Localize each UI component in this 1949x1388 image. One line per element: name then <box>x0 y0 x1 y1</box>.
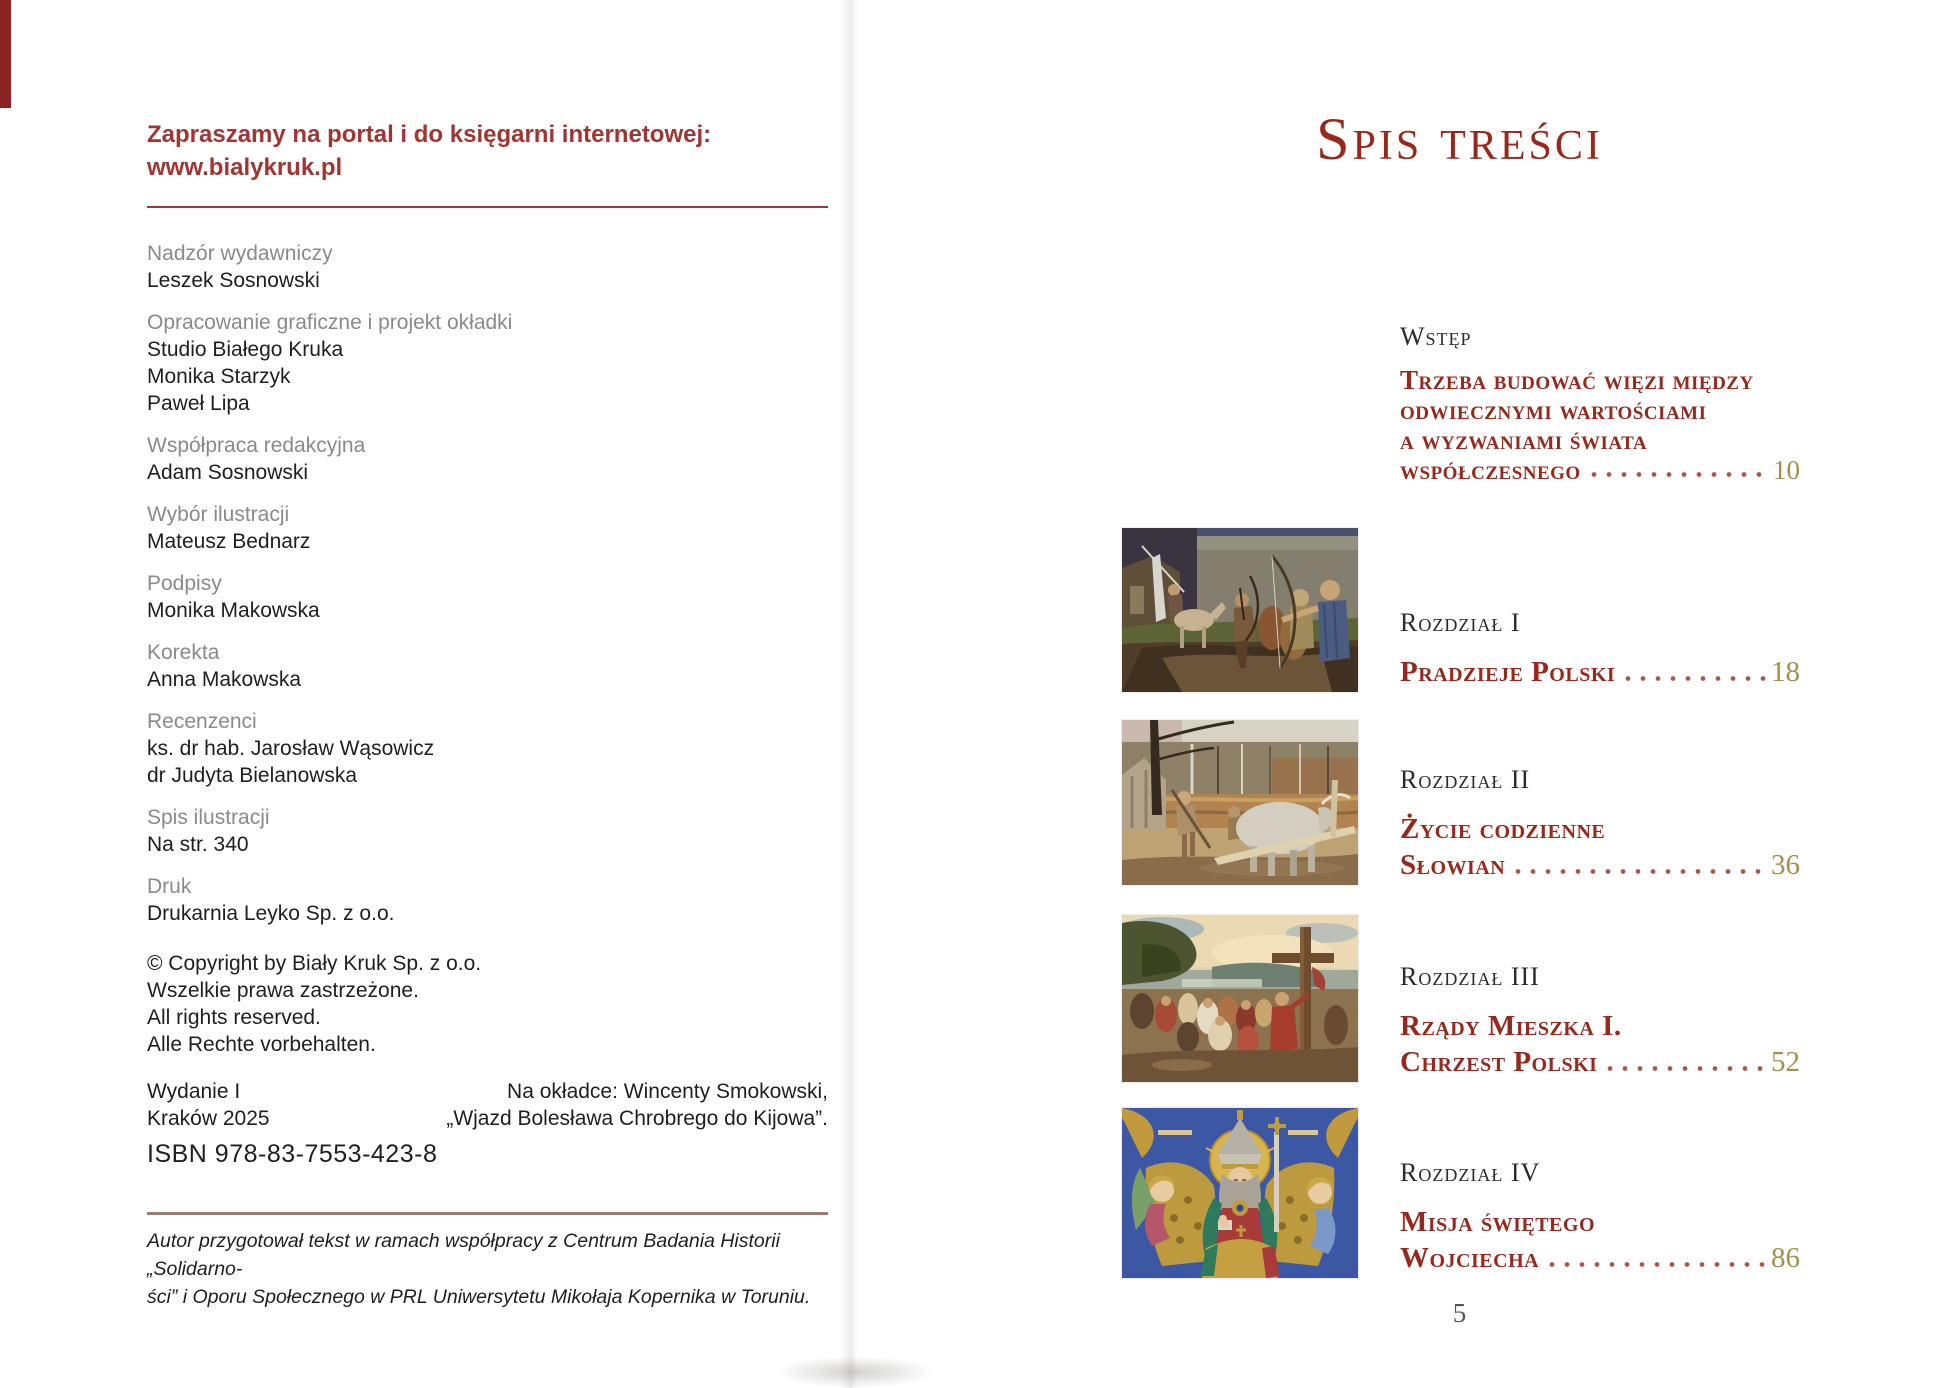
chapter-3-text <box>1400 962 1800 1080</box>
copyright-block <box>147 950 828 1058</box>
credit-name: Anna Makowska <box>147 668 302 691</box>
edition-number: Wydanie I <box>147 1080 241 1103</box>
dot-leader <box>1625 676 1767 681</box>
author-footnote-line1: Autor przygotował tekst w ramach współpracy z Centrum Badania Historii „Solidarno- <box>147 1230 780 1280</box>
dot-leader <box>1591 472 1769 477</box>
credit-label: Recenzenci <box>147 710 257 733</box>
toc-entry-chapter-2 <box>1119 720 1800 885</box>
credit-label: Wybór ilustracji <box>147 503 290 526</box>
chapter-page-number: 36 <box>1771 849 1800 881</box>
chapter-label: Rozdział I <box>1400 608 1521 637</box>
archers-diorama-image <box>1122 528 1358 692</box>
credit-label: Podpisy <box>147 572 222 595</box>
red-divider-line <box>147 206 828 208</box>
chapter-label: Rozdział IV <box>1400 1158 1541 1187</box>
credit-group-illustration-index <box>147 804 828 858</box>
dot-leader <box>1607 1066 1767 1071</box>
chapter-page-number: 18 <box>1771 656 1800 688</box>
copyright-line: © Copyright by Biały Kruk Sp. z o.o. <box>147 952 482 975</box>
credit-name: Adam Sosnowski <box>147 461 309 484</box>
copyright-line: Wszelkie prawa zastrzeżone. <box>147 979 419 1002</box>
credit-label: Druk <box>147 875 192 898</box>
chapter-title: Chrzest Polski <box>1400 1046 1598 1078</box>
copyright-line: All rights reserved. <box>147 1006 321 1029</box>
chapter-2-text <box>1400 765 1800 883</box>
dot-leader <box>1549 1262 1767 1267</box>
chapter-title: Pradzieje Polski <box>1400 656 1616 688</box>
author-footnote-line2: ści” i Oporu Społecznego w PRL Uniwersytetu Mikołaja Kopernika w Toruniu. <box>147 1286 811 1308</box>
chapter-title: Rządy Mieszka I. <box>1400 1010 1622 1042</box>
page-gutter <box>840 0 858 1388</box>
credit-group-print <box>147 873 828 927</box>
author-footnote <box>147 1227 828 1311</box>
credit-name: Na str. 340 <box>147 833 249 856</box>
intro-title-line: a wyzwaniami świata <box>1400 425 1648 455</box>
credit-group-reviewers <box>147 708 828 789</box>
portal-url: www.bialykruk.pl <box>147 154 343 181</box>
saint-adalbert-illumination-image <box>1122 1108 1358 1278</box>
christianization-cross-image <box>1122 915 1358 1082</box>
page-right-toc <box>1119 0 1800 1388</box>
toc-entry-intro <box>1400 322 1800 486</box>
cover-note-line1: Na okładce: Wincenty Smokowski, <box>507 1080 828 1103</box>
page-left-colophon <box>147 0 828 1388</box>
credit-name: dr Judyta Bielanowska <box>147 764 358 787</box>
portal-invitation-line1: Zapraszamy na portal i do księgarni internetowej: <box>147 121 712 148</box>
toc-entry-chapter-4 <box>1119 1108 1800 1278</box>
credits-list <box>147 240 828 942</box>
chapter-page-number: 52 <box>1771 1046 1800 1078</box>
cover-note <box>446 1078 828 1132</box>
cover-note-line2: „Wjazd Bolesława Chrobrego do Kijowa”. <box>446 1107 828 1130</box>
intro-page-number: 10 <box>1773 455 1800 485</box>
credit-label: Opracowanie graficzne i projekt okładki <box>147 311 513 334</box>
toc-entry-chapter-1 <box>1119 528 1800 692</box>
chapter-page-number: 86 <box>1771 1242 1800 1274</box>
credit-label: Nadzór wydawniczy <box>147 242 333 265</box>
red-cover-edge <box>0 0 11 108</box>
credit-name: ks. dr hab. Jarosław Wąsowicz <box>147 737 435 760</box>
credit-name: Paweł Lipa <box>147 392 250 415</box>
intro-title-line: współczesnego <box>1400 455 1581 485</box>
toc-page-title: Spis treści <box>1316 106 1603 172</box>
plowing-oxen-image <box>1122 720 1358 885</box>
credit-group-captions <box>147 570 828 624</box>
credit-group-graphic-design <box>147 309 828 417</box>
chapter-title: Życie codzienne <box>1400 813 1606 845</box>
intro-label: Wstęp <box>1400 322 1472 351</box>
chapter-label: Rozdział III <box>1400 962 1540 991</box>
intro-title-line: odwiecznymi wartościami <box>1400 395 1707 425</box>
edition-info <box>147 1078 270 1132</box>
isbn: ISBN 978-83-7553-423-8 <box>147 1140 438 1168</box>
credit-label: Korekta <box>147 641 220 664</box>
credit-name: Monika Starzyk <box>147 365 291 388</box>
copyright-line: Alle Rechte vorbehalten. <box>147 1033 376 1056</box>
chapter-title: Wojciecha <box>1400 1242 1540 1274</box>
dot-leader <box>1515 869 1767 874</box>
credit-group-proofreading <box>147 639 828 693</box>
toc-entry-chapter-3 <box>1119 915 1800 1082</box>
edition-city-year: Kraków 2025 <box>147 1107 270 1130</box>
credit-label: Spis ilustracji <box>147 806 270 829</box>
chapter-4-text <box>1400 1158 1800 1276</box>
chapter-title: Misja świętego <box>1400 1206 1596 1238</box>
gutter-shadow <box>775 1356 935 1388</box>
credit-group-publishing-supervision <box>147 240 828 294</box>
chapter-4-thumbnail <box>1122 1108 1358 1278</box>
credit-name: Mateusz Bednarz <box>147 530 311 553</box>
page-number-folio: 5 <box>1452 1298 1467 1328</box>
chapter-1-text <box>1400 608 1800 690</box>
credit-name: Leszek Sosnowski <box>147 269 320 292</box>
credit-name: Studio Białego Kruka <box>147 338 344 361</box>
edition-and-cover-note <box>147 1078 828 1132</box>
chapter-title: Słowian <box>1400 849 1506 881</box>
brown-divider-line <box>147 1212 828 1215</box>
chapter-2-thumbnail <box>1122 720 1358 885</box>
credit-label: Współpraca redakcyjna <box>147 434 366 457</box>
intro-title-line: Trzeba budować więzi między <box>1400 365 1754 395</box>
chapter-label: Rozdział II <box>1400 765 1531 794</box>
chapter-1-thumbnail <box>1122 528 1358 692</box>
portal-invitation <box>147 118 828 184</box>
credit-name: Monika Makowska <box>147 599 320 622</box>
credit-group-illustrations <box>147 501 828 555</box>
credit-name: Drukarnia Leyko Sp. z o.o. <box>147 902 395 925</box>
credit-group-editorial <box>147 432 828 486</box>
chapter-3-thumbnail <box>1122 915 1358 1082</box>
